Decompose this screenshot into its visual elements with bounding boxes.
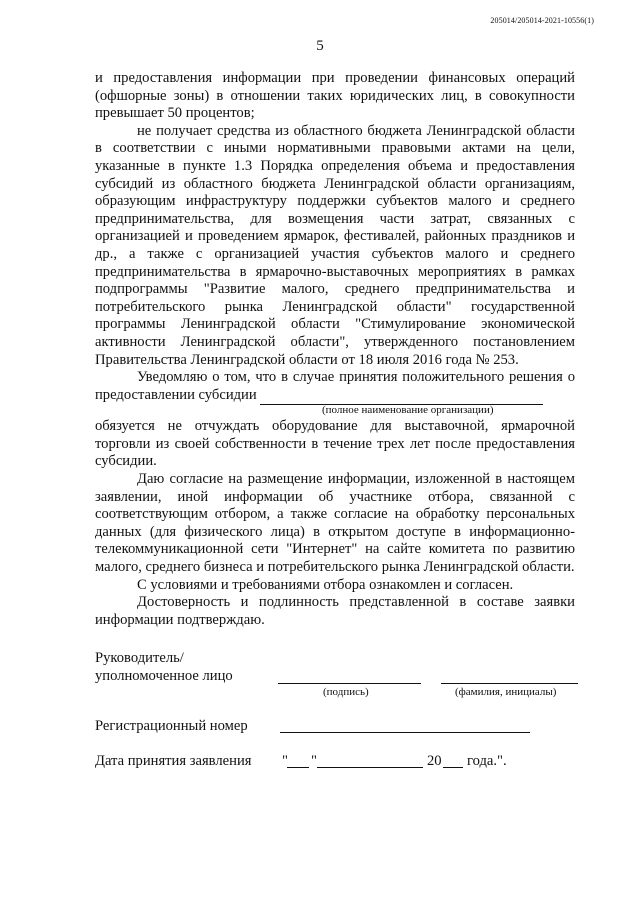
role-line-1: Руководитель/ [95,650,184,666]
name-caption: (фамилия, инициалы) [455,686,557,698]
document-id: 205014/205014-2021-10556(1) [490,16,594,25]
signature-caption: (подпись) [323,686,369,698]
date-quote-close: " [311,753,317,769]
date-year-suffix: года.". [467,753,507,769]
date-year-prefix: 20 [427,753,442,769]
signatory-role [95,650,233,685]
paragraph-consent: Даю согласие на размещение информации, изложенной в настоящем заявлении, иной информации об участнике отбора, связанной с соответствующим отбором, а также согласие на обработку персональных данных (для физического лица) в открытом доступе в информационно-телекоммуникационной сети "Интернет" на сайте комитета по развитию малого, среднего бизнеса и потребительского рынка Ленинградской области. [95,471,575,576]
paragraph-offshore: и предоставления информации при проведении финансовых операций (офшорные зоны) в отношении таких юридических лиц, в совокупности превышает 50 процентов; [95,70,575,122]
organization-name-line [260,387,543,406]
notification-text: Уведомляю о том, что в случае принятия положительного решения о предоставлении субсидии [95,369,575,403]
date-label: Дата принятия заявления [95,753,252,769]
document-body [95,70,575,629]
name-line [441,683,578,684]
date-month-line [317,767,423,768]
paragraph-notification [95,369,575,405]
page-number: 5 [316,38,324,54]
paragraph-authenticity: Достоверность и подлинность представленной в составе заявки информации подтверждаю. [95,594,575,628]
role-line-2: уполномоченное лицо [95,667,233,684]
date-year-line [443,767,463,768]
registration-label: Регистрационный номер [95,718,248,734]
date-day-line [287,767,309,768]
paragraph-acknowledged: С условиями и требованиями отбора ознакомлен и согласен. [137,576,514,593]
date-quote-open: " [282,753,288,769]
signature-line [278,683,421,684]
paragraph-obligation: обязуется не отчуждать оборудование для выставочной, ярмарочной торговли из своей собственности в течение трех лет после предоставления субсидии. [95,418,575,470]
paragraph-budget-funds: не получает средства из областного бюджета Ленинградской области в соответствии с иными нормативными правовыми актами на цели, указанные в пункте 1.3 Порядка определения объема и предоставления субсидий из областного бюджета Ленинградской области организациям, образующим инфраструктуру поддержки субъектов малого и среднего предпринимательства, для возмещения части затрат, связанных с организацией и проведением ярмарок, фестивалей, районных праздников и др., а также с организацией участия субъектов малого и среднего предпринимательства в ярмарочно-выставочных мероприятиях в рамках подпрограммы "Развитие малого, среднего предпринимательства и потребительского рынка Ленинградской области" государственной программы Ленинградской области "Стимулирование экономической активности Ленинградской области", утвержденного постановлением Правительства Ленинградской области от 18 июля 2016 года № 253. [95,122,575,368]
registration-number-line [280,732,530,733]
organization-name-caption: (полное наименование организации) [322,404,494,417]
